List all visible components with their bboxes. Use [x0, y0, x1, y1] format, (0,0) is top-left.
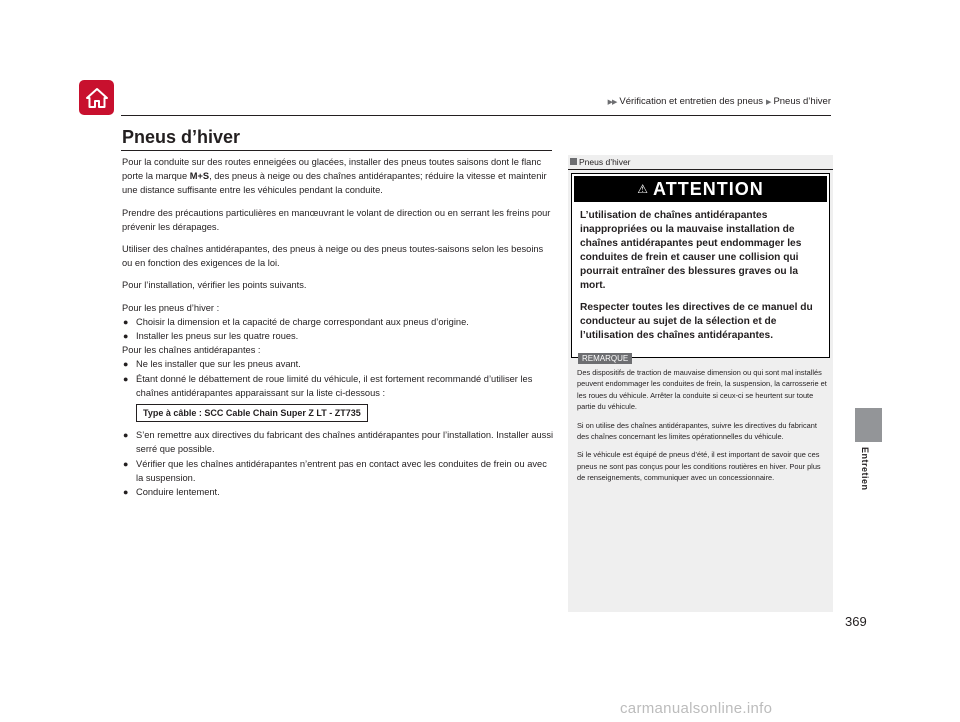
list-item: ● Installer les pneus sur les quatre roues. — [122, 329, 554, 343]
note-paragraph: Des dispositifs de traction de mauvaise dimension ou qui sont mal installés peuvent endommager les conduites de frein, la suspension, la carrosserie et les roues du véhicule. Arrêter la conduite si ceux-ci se heurtent sur toute partie du véhicule. — [577, 368, 827, 412]
note-body — [577, 367, 827, 491]
attention-label: ATTENTION — [653, 178, 764, 199]
attention-paragraph: Respecter toutes les directives de ce manuel du conducteur au sujet de la sélection et de l’utilisation des chaînes antidérapantes. — [580, 302, 813, 341]
bullet-icon: ● — [123, 430, 129, 441]
bullet-icon: ● — [123, 359, 129, 370]
attention-header — [574, 176, 827, 202]
chains-intro: Pour les chaînes antidérapantes : — [122, 345, 261, 356]
note-paragraph: Si on utilise des chaînes antidérapantes, suivre les directives du fabricant des chaînes concernant les limites opérationnelles du véhicule. — [577, 420, 817, 442]
note-paragraph: Si le véhicule est équipé de pneus d’été, il est important de savoir que ces pneus ne sont pas conçus pour les conditions routières en hiver. Pour plus de renseignements, communiquer avec un concessionnaire. — [577, 450, 821, 483]
bullet-icon: ● — [123, 487, 129, 498]
reference-square-icon — [570, 158, 577, 165]
sidebar-notes — [568, 155, 833, 612]
warning-triangle-icon: ⚠ — [637, 182, 650, 196]
sidebar-reference-title: Pneus d’hiver — [568, 157, 833, 170]
list-item: ● Étant donné le débattement de roue limité du véhicule, il est fortement recommandé d’utiliser les chaînes antidérapantes apparaissant sur la liste ci-dessous : — [123, 373, 533, 398]
breadcrumb-item-section[interactable]: Vérification et entretien des pneus — [619, 96, 764, 107]
list-item: ● Conduire lentement. — [122, 485, 554, 499]
main-content — [122, 155, 554, 499]
cable-type-box: Type à câble : SCC Cable Chain Super Z LT - ZT735 — [136, 404, 368, 422]
section-tab-marker[interactable] — [855, 408, 882, 442]
note-badge: REMARQUE — [578, 353, 632, 364]
tires-intro: Pour les pneus d’hiver : — [122, 302, 220, 313]
breadcrumb — [608, 96, 831, 107]
triangle-right-icon: ▶ — [766, 98, 771, 106]
home-icon — [85, 87, 109, 109]
attention-paragraph: L’utilisation de chaînes antidérapantes inappropriées ou la mauvaise installation de chaînes antidérapantes peut endommager les conduites de frein et causer une collision qui pourrait entraîner des blessures graves ou la mort. — [580, 210, 802, 291]
page-title: Pneus d’hiver — [122, 127, 241, 147]
bullet-icon: ● — [123, 373, 129, 384]
bullet-icon: ● — [123, 458, 129, 469]
section-tab-label: Entretien — [860, 447, 870, 491]
attention-body — [572, 204, 829, 356]
list-item: ● Vérifier que les chaînes antidérapantes n’entrent pas en contact avec les conduites de frein ou avec la suspension. — [123, 458, 547, 483]
ms-marking: M+S — [189, 171, 210, 182]
header-divider — [121, 115, 831, 116]
page-number: 369 — [845, 614, 867, 629]
title-divider — [121, 150, 552, 151]
list-item: ● Choisir la dimension et la capacité de charge correspondant aux pneus d’origine. — [122, 315, 554, 329]
paragraph-intro: Pour la conduite sur des routes enneigées ou glacées, installer des pneus toutes saisons dont le flanc porte la marque M+S, des pneus à neige ou des chaînes antidérapantes; réduire la vitesse et maintenir une distance suffisante entre les véhicules pendant la conduite. — [122, 157, 547, 196]
bullet-icon: ● — [123, 316, 129, 327]
bullet-icon: ● — [123, 331, 129, 342]
triangle-right-icon: ▶▶ — [607, 98, 617, 106]
list-item: ● Ne les installer que sur les pneus avant. — [122, 357, 554, 371]
watermark: carmanualsonline.info — [620, 700, 773, 717]
paragraph-installation: Pour l’installation, vérifier les points suivants. — [122, 280, 307, 291]
list-item: ● S’en remettre aux directives du fabricant des chaînes antidérapantes pour l’installation. Installer aussi serré que possible. — [123, 430, 554, 455]
home-button[interactable] — [79, 80, 114, 115]
paragraph-chains-usage: Utiliser des chaînes antidérapantes, des pneus à neige ou des pneus toutes-saisons selon les besoins ou en fonction des exigences de la loi. — [122, 244, 544, 269]
attention-box — [571, 173, 830, 358]
paragraph-precautions: Prendre des précautions particulières en manœuvrant le volant de direction ou en serrant les freins pour prévenir les dérapages. — [122, 207, 551, 232]
breadcrumb-item-current: Pneus d’hiver — [773, 96, 831, 107]
